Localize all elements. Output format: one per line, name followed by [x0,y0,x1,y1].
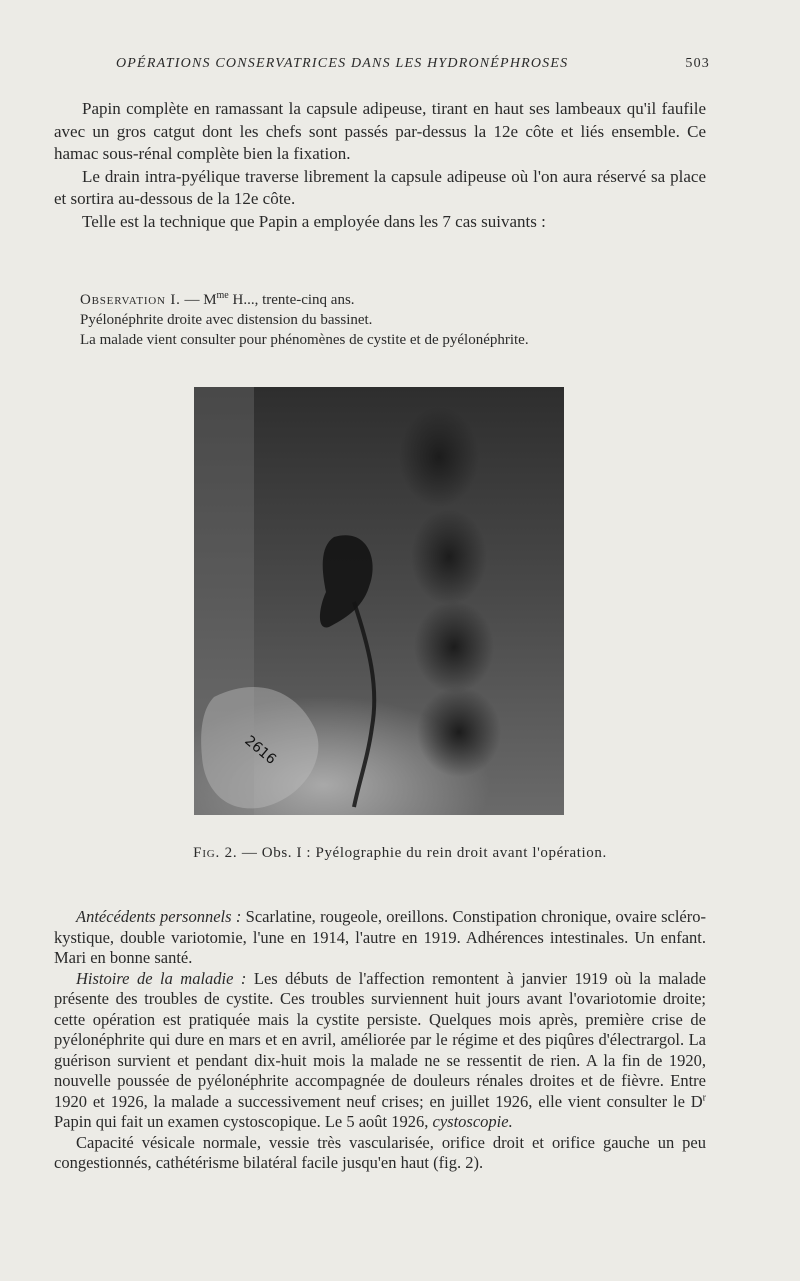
capacite-paragraph: Capacité vésicale normale, vessie très vascularisée, orifice droit et orifice gauche un peu congestionnés, cathétérisme bilatéral facile jusqu'en haut (fig. 2). [54,1132,706,1172]
observation-heading: Observation I. — $M^{me}$ H..., trente-cinq ans. [80,290,355,308]
antecedents-label: Antécédents personnels : [76,907,242,926]
page-number: 503 [685,56,710,71]
xray-figure [194,387,564,815]
paragraph: Le drain intra-pyélique traverse librement la capsule adipeuse où l'on aura réservé sa place et sortira au-dessous de la 12e côte. [54,166,706,209]
histoire-label: Histoire de la maladie : [76,968,247,988]
caption-text: — Obs. I : Pyélographie du rein droit avant l'opération. [237,845,607,861]
cystoscopie-label: cystoscopie. [432,1112,513,1131]
history-text-block [54,907,706,1174]
plate-number: 2616 [241,732,280,768]
paragraph: Telle est la technique que Papin a employée dans les 7 cas suivants : [82,211,546,231]
figure-caption [0,845,800,862]
observation-line: La malade vient consulter pour phénomènes de cystite et de pyélonéphrite. [80,332,529,348]
observation-block [80,290,710,350]
figure-number: Fig. 2. [193,845,238,861]
paragraph: Papin complète en ramassant la capsule adipeuse, tirant en haut ses lambeaux qu'il faufile avec un gros catgut dont les chefs sont passés par-dessus la 12e côte et liés ensemble. Ce hamac sous-rénal complète bien la fixation. [54,99,706,164]
top-text-block [54,98,706,234]
running-title: OPÉRATIONS CONSERVATRICES DANS LES HYDRONÉPHROSES [116,56,569,71]
antecedents-paragraph: Antécédents personnels : Scarlatine, rougeole, oreillons. Constipation chronique, ovaire scléro-kystique, double variotomie, l'une en 1914, l'autre en 1919. Adhérences intestinales. Un enfant. Mari en bonne santé. [54,907,706,967]
observation-label: Observation I. [80,292,181,308]
observation-line: Pyélonéphrite droite avec distension du bassinet. [80,312,373,328]
xray-image [194,387,564,815]
histoire-paragraph: Histoire de la maladie : Les débuts de l'affection remontent à janvier 1919 où la malade présente des troubles de cystite. Ces troubles surviennent huit jours avant l'ovariotomie droite; cette opération est pratiquée mais la cystite persiste. Quelques mois après, première crise de pyélonéphrite qui dure en mars et en avril, améliorée par le régime et des piqûres d'électrargol. La guérison survient et pendant dix-huit mois la malade ne se ressentit de rien. A la fin de 1920, nouvelle poussée de pyélonéphrite accompagnée de douleurs rénales droites et de fièvre. Entre 1920 et 1926, la malade a successivement neuf crises; en juillet 1926, elle vient consulter le $D^r$ Papin qui fait un examen cystoscopique. Le 5 août 1926, cystoscopie. [54,968,706,1131]
